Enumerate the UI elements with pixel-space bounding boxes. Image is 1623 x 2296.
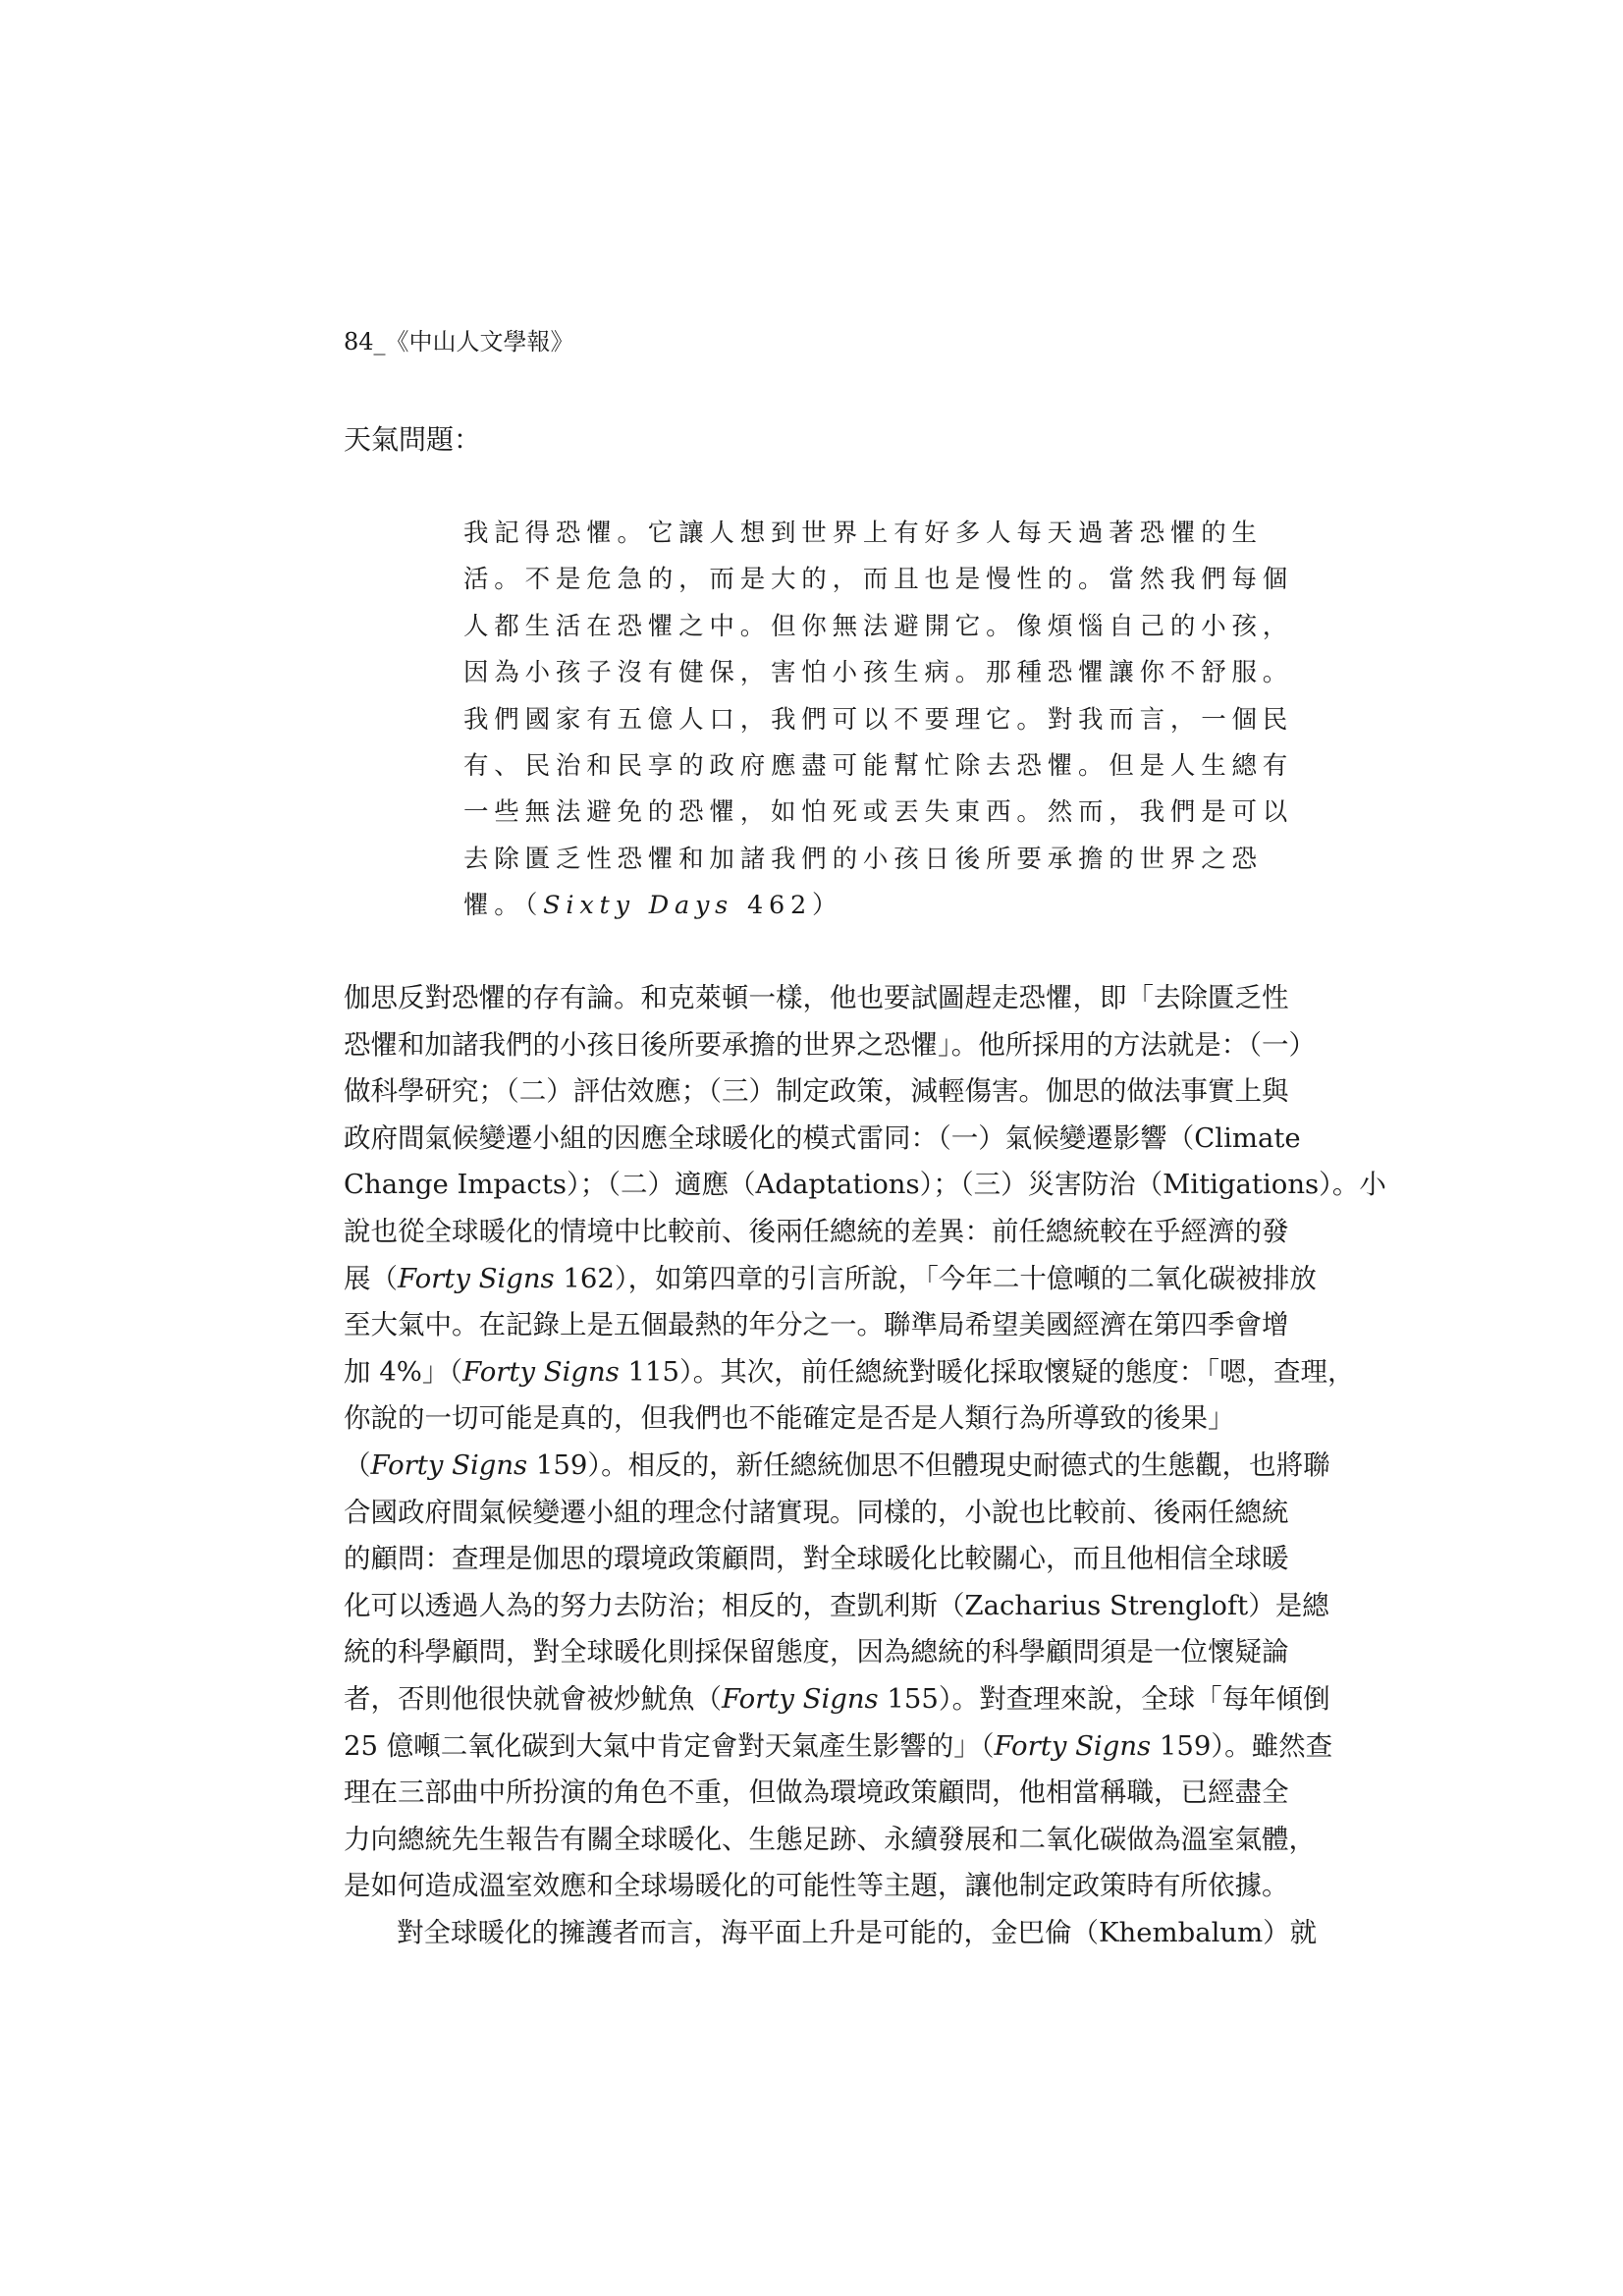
text-run: 25 億噸二氧化碳到大氣中肯定會對天氣產生影響的」（ <box>344 1729 995 1762</box>
cited-title: Forty Signs <box>994 1729 1152 1762</box>
text-run: 統的科學顧問，對全球暖化則採保留態度，因為總統的科學顧問須是一位懷疑論 <box>344 1636 1289 1668</box>
body-line <box>344 1443 1330 1490</box>
text-run: 159）。雖然查 <box>1151 1729 1333 1762</box>
text-run: 做科學研究；（二）評估效應；（三）制定政策，減輕傷害。伽思的做法事實上與 <box>344 1075 1289 1108</box>
body-line <box>344 1863 1301 1910</box>
text-run: 合國政府間氣候變遷小組的理念付諸實現。同樣的，小說也比較前、後兩任總統 <box>344 1496 1289 1528</box>
text-run: 加 4%」（ <box>344 1355 463 1388</box>
running-header: 84_《中山人文學報》 <box>344 328 574 355</box>
text-run: 的顧問：查理是伽思的環境政策顧問，對全球暖化比較關心，而且他相信全球暖 <box>344 1543 1289 1575</box>
body-line <box>344 1490 1301 1537</box>
quote-line <box>463 883 1229 929</box>
text-run: 是如何造成溫室效應和全球場暖化的可能性等主題，讓他制定政策時有所依據。 <box>344 1870 1289 1902</box>
text-run: 一些無法避免的恐懼，如怕死或丟失東西。然而，我們是可以 <box>463 797 1294 828</box>
text-run: 懼。（ <box>463 891 544 921</box>
body-line <box>344 1910 1318 1957</box>
text-run: 說也從全球暖化的情境中比較前、後兩任總統的差異：前任總統較在乎經濟的發 <box>344 1215 1289 1247</box>
quote-line <box>463 650 1294 696</box>
body-line <box>344 1536 1301 1583</box>
text-run: 活。不是危急的，而是大的，而且也是慢性的。當然我們每個 <box>463 565 1294 595</box>
text-run: 159）。相反的，新任總統伽思不但體現史耐德式的生態觀，也將聯 <box>527 1449 1330 1481</box>
quote-line <box>463 790 1294 836</box>
text-run: 462） <box>733 891 843 921</box>
body-line <box>344 1256 1317 1303</box>
body-line <box>344 1817 1316 1864</box>
text-run: 因為小孩子沒有健保，害怕小孩生病。那種恐懼讓你不舒服。 <box>463 658 1294 688</box>
body-line <box>344 1723 1333 1771</box>
body-line <box>344 975 1301 1022</box>
quote-line <box>463 837 1263 883</box>
text-run: 有、民治和民享的政府應盡可能幫忙除去恐懼。但是人生總有 <box>463 750 1294 781</box>
quote-line <box>463 604 1294 650</box>
body-line <box>344 1302 1301 1349</box>
text-run: 你說的一切可能是真的，但我們也不能確定是否是人類行為所導致的後果」 <box>344 1402 1235 1435</box>
body-line <box>344 1162 1386 1209</box>
text-run: 去除匱乏性恐懼和加諸我們的小孩日後所要承擔的世界之恐 <box>463 844 1263 874</box>
text-run: 政府間氣候變遷小組的因應全球暖化的模式雷同：（一）氣候變遷影響（Climate <box>344 1121 1301 1154</box>
quote-line <box>463 511 1263 557</box>
body-line <box>344 1770 1301 1817</box>
text-run: 162），如第四章的引言所說，「今年二十億噸的二氧化碳被排放 <box>554 1262 1317 1294</box>
quote-line <box>463 557 1294 603</box>
body-line <box>344 1629 1301 1676</box>
text-run: 伽思反對恐懼的存有論。和克萊頓一樣，他也要試圖趕走恐懼，即「去除匱乏性 <box>344 982 1289 1013</box>
block-quote <box>463 511 1294 930</box>
body-text <box>344 975 1386 1956</box>
body-line <box>344 1068 1301 1116</box>
body-line <box>344 1022 1316 1069</box>
cited-title: Forty Signs <box>462 1355 620 1388</box>
quote-line <box>463 697 1294 743</box>
cited-title: Forty Signs <box>398 1262 555 1294</box>
text-run: 155）。對查理來說，全球「每年傾倒 <box>878 1682 1330 1715</box>
body-line <box>344 1583 1329 1630</box>
cited-title: Forty Signs <box>370 1449 528 1481</box>
text-run: 對全球暖化的擁護者而言，海平面上升是可能的，金巴倫（Khembalum）就 <box>397 1916 1318 1948</box>
body-line <box>344 1116 1301 1163</box>
body-line <box>344 1395 1301 1443</box>
text-run: 我記得恐懼。它讓人想到世界上有好多人每天過著恐懼的生 <box>463 519 1263 548</box>
text-run: Change Impacts）；（二）適應（Adaptations）；（三）災害防治（Mitigations）。小 <box>344 1169 1386 1201</box>
body-line <box>344 1676 1330 1723</box>
text-run: 理在三部曲中所扮演的角色不重，但做為環境政策顧問，他相當稱職，已經盡全 <box>344 1777 1289 1809</box>
text-run: 我們國家有五億人口，我們可以不要理它。對我而言，一個民 <box>463 704 1294 735</box>
text-run: （ <box>344 1449 371 1481</box>
text-run: 至大氣中。在記錄上是五個最熱的年分之一。聯準局希望美國經濟在第四季會增 <box>344 1309 1289 1341</box>
text-run: 者，否則他很快就會被炒魷魚（ <box>344 1682 722 1715</box>
text-run: 恐懼和加諸我們的小孩日後所要承擔的世界之恐懼」。他所採用的方法就是：（一） <box>344 1028 1316 1061</box>
text-run: 展（ <box>344 1262 398 1294</box>
cited-title: Forty Signs <box>722 1682 879 1715</box>
text-run: 力向總統先生報告有關全球暖化、生態足跡、永續發展和二氧化碳做為溫室氣體， <box>344 1823 1316 1855</box>
body-line <box>344 1209 1301 1256</box>
text-run: 化可以透過人為的努力去防治；相反的，查凱利斯（Zacharius Strengloft）是總 <box>344 1589 1329 1621</box>
text-run: 人都生活在恐懼之中。但你無法避開它。像煩惱自己的小孩， <box>463 611 1294 641</box>
cited-title: Sixty Days <box>543 891 734 921</box>
body-line <box>344 1349 1355 1396</box>
quote-line <box>463 743 1294 790</box>
section-lead-text: 天氣問題： <box>344 423 482 456</box>
text-run: 115）。其次，前任總統對暖化採取懷疑的態度：「嗯，查理， <box>619 1355 1355 1388</box>
